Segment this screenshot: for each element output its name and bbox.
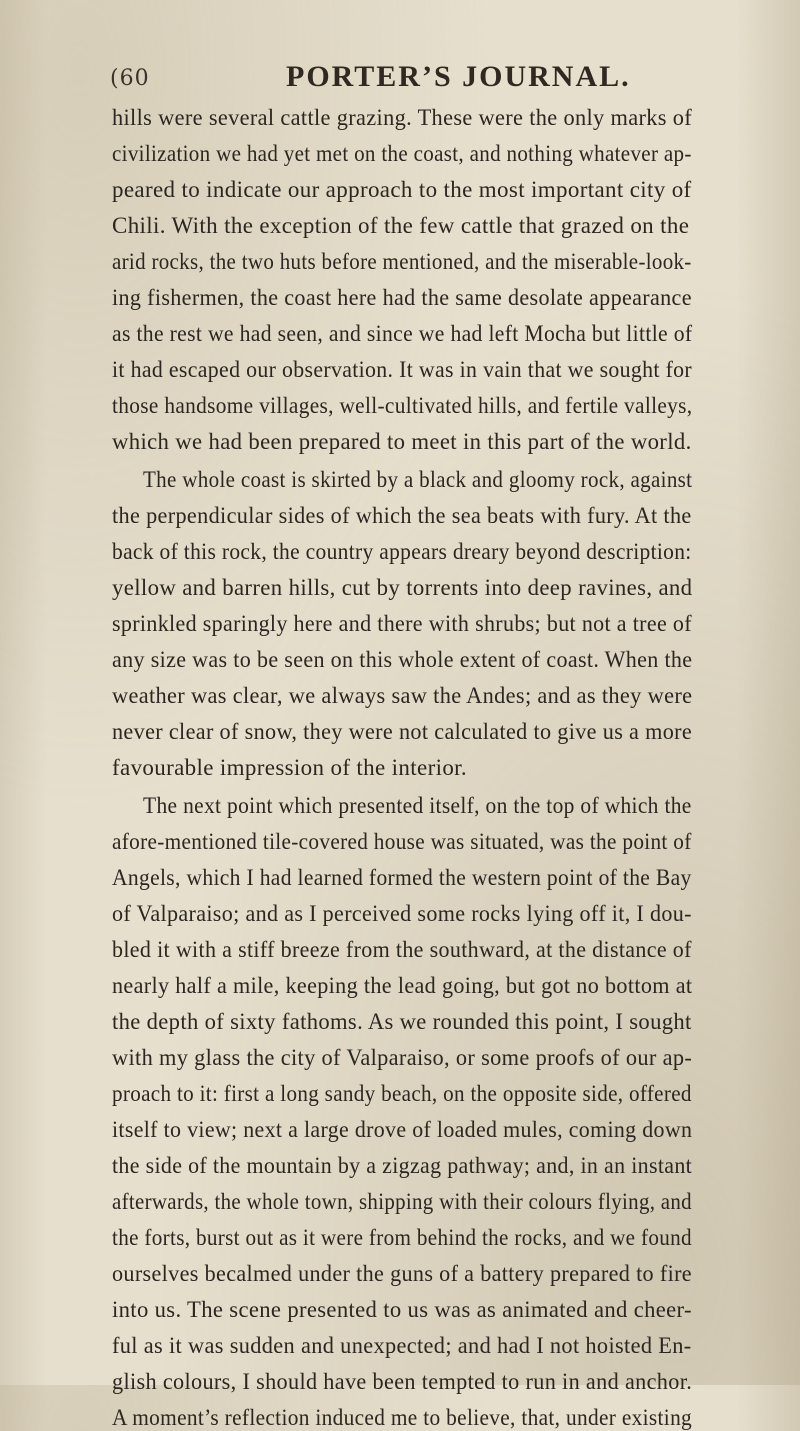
text-line: proach to it: first a long sandy beach, on the opposite side, offered (112, 1081, 692, 1106)
text-line: nearly half a mile, keeping the lead going, but got no bottom at (112, 973, 693, 998)
text-line: into us. The scene presented to us was as animated and cheer- (112, 1297, 692, 1322)
text-line: sprinkled sparingly here and there with shrubs; but not a tree of (112, 611, 692, 636)
text-line: peared to indicate our approach to the most important city of (112, 177, 692, 202)
text-line: itself to view; next a large drove of loaded mules, coming down (112, 1117, 693, 1142)
journal-title: PORTER’S JOURNAL. (286, 60, 631, 93)
text-line: ourselves becalmed under the guns of a battery prepared to fire (112, 1261, 692, 1286)
text-line: the forts, burst out as it were from behind the rocks, and we found (112, 1225, 692, 1250)
text-line: with my glass the city of Valparaiso, or some proofs of our ap- (112, 1045, 693, 1070)
text-line: weather was clear, we always saw the Andes; and as they were (112, 683, 693, 708)
text-line: the depth of sixty fathoms. As we rounded this point, I sought (112, 1009, 692, 1034)
text-line: which we had been prepared to meet in this part of the world. (112, 429, 692, 454)
page-number: (60 (110, 66, 150, 91)
text-line: it had escaped our observation. It was in vain that we sought for (112, 357, 693, 382)
text-line: civilization we had yet met on the coast, and nothing whatever ap- (112, 141, 692, 166)
text-line: The next point which presented itself, on the top of which the (143, 793, 692, 818)
text-line: The whole coast is skirted by a black and gloomy rock, against (143, 467, 693, 492)
text-line: bled it with a stiff breeze from the southward, at the distance of (112, 937, 692, 962)
text-line: A moment’s reflection induced me to believe, that, under existing (112, 1405, 693, 1430)
running-head (110, 60, 670, 100)
text-line: back of this rock, the country appears dreary beyond description: (112, 539, 692, 564)
text-line: as the rest we had seen, and since we had left Mocha but little of (112, 321, 693, 346)
text-line: Chili. With the exception of the few cattle that grazed on the (112, 213, 690, 238)
text-line: any size was to be seen on this whole extent of coast. When the (112, 647, 693, 672)
text-line: ing fishermen, the coast here had the same desolate appearance (112, 285, 692, 310)
text-line: the side of the mountain by a zigzag pathway; and, in an instant (112, 1153, 693, 1178)
text-line: Angels, which I had learned formed the western point of the Bay (112, 865, 692, 890)
text-line: favourable impression of the interior. (112, 755, 468, 780)
text-line: of Valparaiso; and as I perceived some rocks lying off it, I dou- (112, 901, 692, 926)
text-line: the perpendicular sides of which the sea beats with fury. At the (112, 503, 692, 528)
text-line: yellow and barren hills, cut by torrents into deep ravines, and (112, 575, 693, 600)
text-line: afterwards, the whole town, shipping with their colours flying, and (112, 1189, 692, 1214)
text-line: hills were several cattle grazing. These were the only marks of (112, 105, 693, 130)
text-line: glish colours, I should have been tempted to run in and anchor. (112, 1369, 693, 1394)
text-line: afore-mentioned tile-covered house was situated, was the point of (112, 829, 692, 854)
text-line: ful as it was sudden and unexpected; and had I not hoisted En- (112, 1333, 692, 1358)
text-line: those handsome villages, well-cultivated hills, and fertile valleys, (112, 393, 693, 418)
text-line: arid rocks, the two huts before mentioned, and the miserable-look- (112, 249, 692, 274)
text-line: never clear of snow, they were not calculated to give us a more (112, 719, 693, 744)
